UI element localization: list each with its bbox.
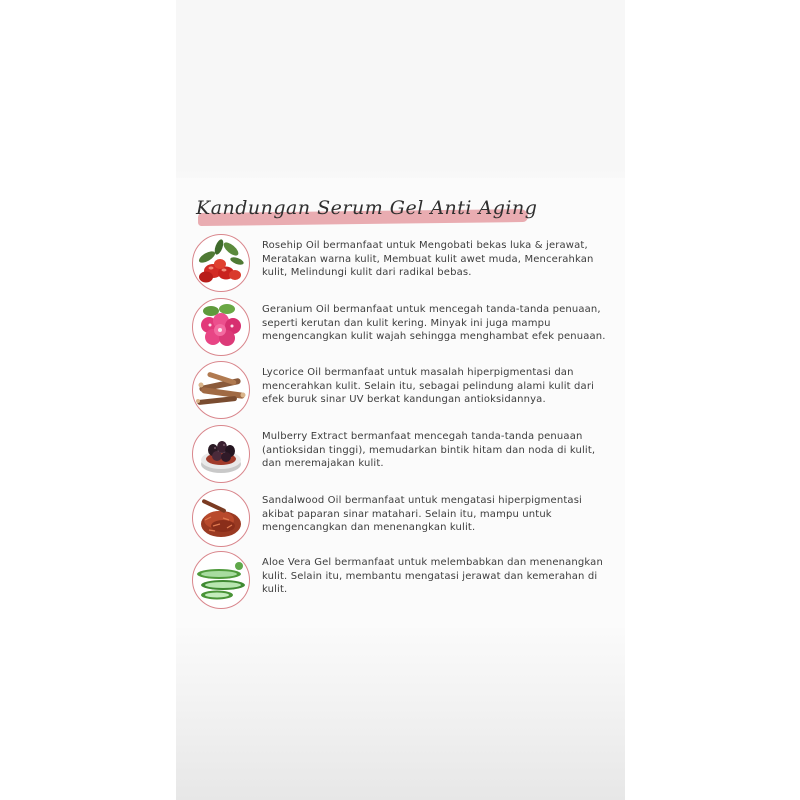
heading-title: Kandungan Serum Gel Anti Aging <box>196 197 538 219</box>
ingredients-card <box>176 178 625 628</box>
ingredient-item-mulberry <box>192 425 612 487</box>
licorice-root-icon <box>192 361 250 419</box>
ingredient-item-geranium <box>192 298 612 360</box>
ingredient-description: Geranium Oil bermanfaat untuk mencegah tanda-tanda penuaan, seperti kerutan dan kulit kering. Minyak ini juga mampu mengencangkan kulit wajah sehingga menghambat efek penuaan. <box>262 304 606 343</box>
ingredient-item-rosehip <box>192 234 612 296</box>
ingredient-description: Aloe Vera Gel bermanfaat untuk melembabkan dan menenangkan kulit. Selain itu, membantu mengatasi jerawat dan kemerahan di kulit. <box>262 557 603 596</box>
ingredient-description: Rosehip Oil bermanfaat untuk Mengobati bekas luka & jerawat, Meratakan warna kulit, Membuat kulit awet muda, Mencerahkan kulit, Melindungi kulit dari radikal bebas. <box>262 240 594 279</box>
ingredient-description: Mulberry Extract bermanfaat mencegah tanda-tanda penuaan (antioksidan tinggi), memudarkan bintik hitam dan noda di kulit, dan meremajakan kulit. <box>262 431 596 470</box>
aloe-vera-icon <box>192 551 250 609</box>
sandalwood-icon <box>192 489 250 547</box>
ingredient-description: Sandalwood Oil bermanfaat untuk mengatasi hiperpigmentasi akibat paparan sinar matahari. Selain itu, mampu untuk mengencangkan dan menenangkan kulit. <box>262 495 582 534</box>
heading-block <box>194 196 538 226</box>
rosehip-icon <box>192 234 250 292</box>
mulberry-icon <box>192 425 250 483</box>
ingredient-item-aloe-vera <box>192 551 612 613</box>
ingredient-item-licorice <box>192 361 612 423</box>
product-image-panel <box>176 0 625 800</box>
ingredient-description: Lycorice Oil bermanfaat untuk masalah hiperpigmentasi dan mencerahkan kulit. Selain itu, sebagai pelindung alami kulit dari efek buruk sinar UV berkat kandungan antioksidannya. <box>262 367 595 406</box>
geranium-icon <box>192 298 250 356</box>
ingredient-item-sandalwood <box>192 489 612 551</box>
